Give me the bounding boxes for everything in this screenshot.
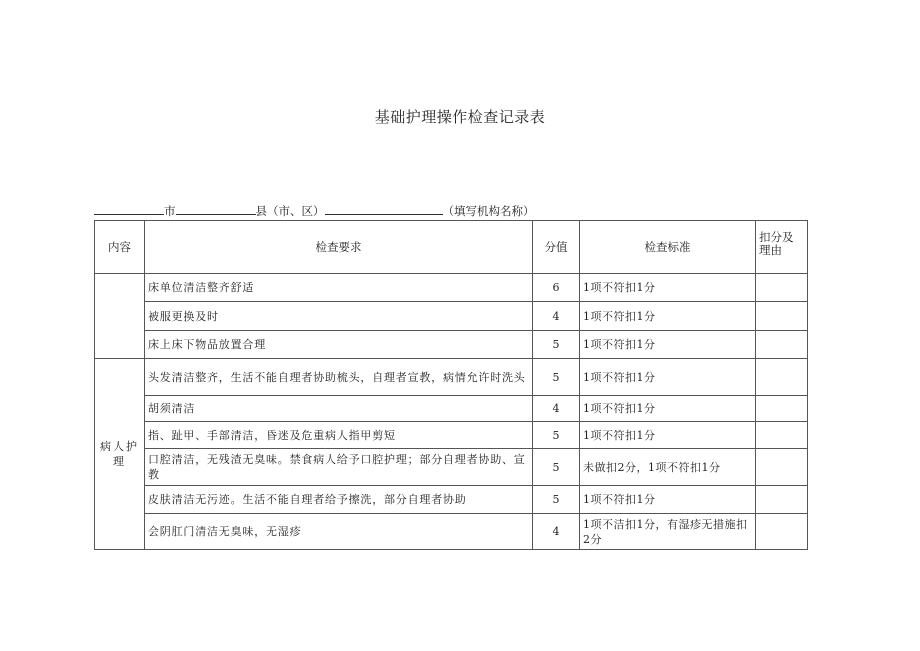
- score-cell: 6: [533, 274, 580, 302]
- requirement-cell: 口腔清洁，无残渣无臭味。禁食病人给予口腔护理；部分自理者协助、宣教: [145, 449, 533, 486]
- deduction-cell[interactable]: [756, 396, 808, 422]
- standard-cell: 1项不洁扣1分，有湿疹无措施扣2分: [580, 514, 756, 550]
- county-label: 县（市、区）: [255, 204, 325, 218]
- location-line: [94, 203, 535, 219]
- score-cell: 4: [533, 302, 580, 331]
- standard-cell: 1项不符扣1分: [580, 359, 756, 396]
- score-cell: 4: [533, 396, 580, 422]
- standard-cell: 1项不符扣1分: [580, 302, 756, 331]
- deduction-cell[interactable]: [756, 359, 808, 396]
- requirement-cell: 床上床下物品放置合理: [145, 331, 533, 359]
- table-row: [95, 331, 808, 359]
- table-row: [95, 449, 808, 486]
- requirement-cell: 胡须清洁: [145, 396, 533, 422]
- standard-cell: 1项不符扣1分: [580, 396, 756, 422]
- category-cell-patient-care: [95, 359, 145, 550]
- table-row: [95, 274, 808, 302]
- table-row: [95, 486, 808, 514]
- county-blank[interactable]: [176, 203, 256, 215]
- header-standard: 检查标准: [580, 221, 756, 274]
- deduction-cell[interactable]: [756, 449, 808, 486]
- org-blank[interactable]: [325, 203, 443, 215]
- header-score: 分值: [533, 221, 580, 274]
- category-label: 病人护理: [100, 440, 139, 468]
- header-requirement: 检查要求: [145, 221, 533, 274]
- deduction-cell[interactable]: [756, 422, 808, 449]
- category-cell-bed: [95, 274, 145, 359]
- inspection-table: [94, 220, 808, 550]
- standard-cell: 1项不符扣1分: [580, 331, 756, 359]
- deduction-cell[interactable]: [756, 486, 808, 514]
- standard-cell: 1项不符扣1分: [580, 486, 756, 514]
- header-row: [95, 221, 808, 274]
- score-cell: 5: [533, 331, 580, 359]
- page-title: 基础护理操作检查记录表: [374, 108, 546, 126]
- requirement-cell: 被服更换及时: [145, 302, 533, 331]
- table-row: [95, 396, 808, 422]
- table-row: [95, 422, 808, 449]
- org-note: （填写机构名称）: [442, 204, 535, 218]
- deduction-cell[interactable]: [756, 302, 808, 331]
- score-cell: 5: [533, 486, 580, 514]
- score-cell: 5: [533, 359, 580, 396]
- score-cell: 4: [533, 514, 580, 550]
- table-row: [95, 302, 808, 331]
- deduction-cell[interactable]: [756, 514, 808, 550]
- standard-cell: 1项不符扣1分: [580, 274, 756, 302]
- requirement-cell: 会阴肛门清洁无臭味，无湿疹: [145, 514, 533, 550]
- requirement-cell: 头发清洁整齐，生活不能自理者协助梳头，自理者宣教，病情允许时洗头: [145, 359, 533, 396]
- table-row: [95, 359, 808, 396]
- deduction-cell[interactable]: [756, 274, 808, 302]
- requirement-cell: 指、趾甲、手部清洁，昏迷及危重病人指甲剪短: [145, 422, 533, 449]
- standard-cell: 1项不符扣1分: [580, 422, 756, 449]
- city-blank[interactable]: [94, 203, 164, 215]
- deduction-cell[interactable]: [756, 331, 808, 359]
- requirement-cell: 床单位清洁整齐舒适: [145, 274, 533, 302]
- city-label: 市: [164, 204, 176, 218]
- header-content: 内容: [95, 221, 145, 274]
- score-cell: 5: [533, 422, 580, 449]
- requirement-cell: 皮肤清洁无污迹。生活不能自理者给予擦洗，部分自理者协助: [145, 486, 533, 514]
- table-row: [95, 514, 808, 550]
- score-cell: 5: [533, 449, 580, 486]
- header-deduction: 扣分及理由: [756, 221, 808, 274]
- standard-cell: 未做扣2分，1项不符扣1分: [580, 449, 756, 486]
